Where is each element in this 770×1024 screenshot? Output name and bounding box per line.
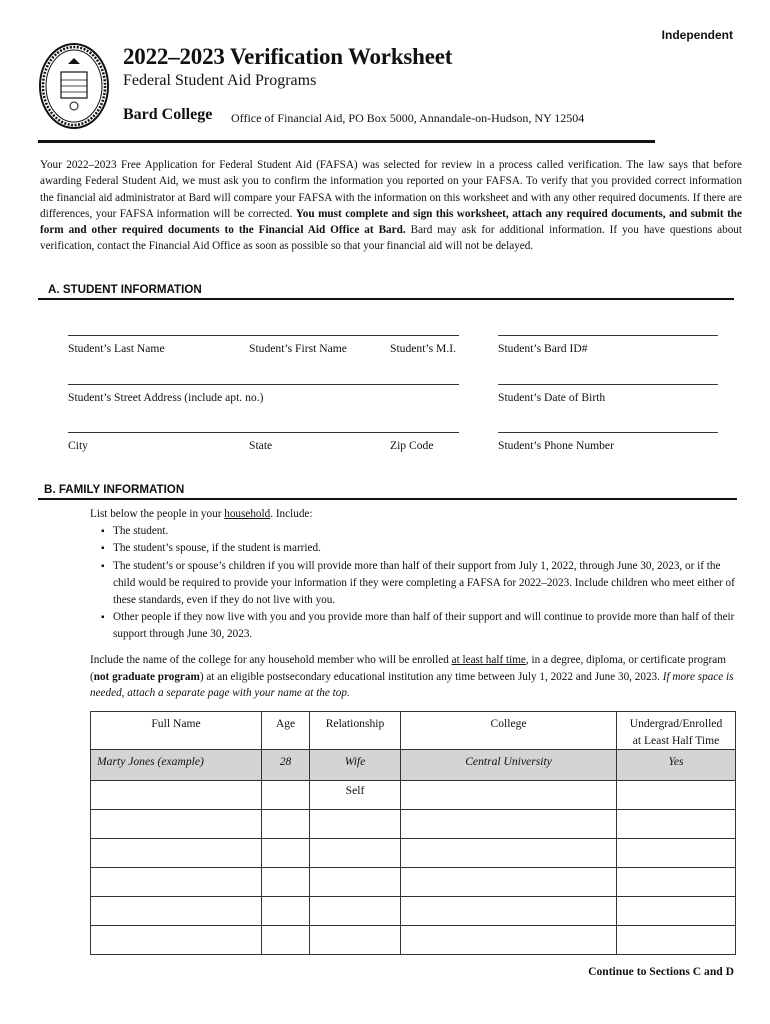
col-full-name: Full Name xyxy=(91,712,262,750)
cell-age[interactable] xyxy=(262,839,310,868)
office-address: Office of Financial Aid, PO Box 5000, Annandale-on-Hudson, NY 12504 xyxy=(231,111,585,125)
label-dob: Student’s Date of Birth xyxy=(498,391,606,404)
cell-age[interactable] xyxy=(262,810,310,839)
continue-note: Continue to Sections C and D xyxy=(588,965,734,978)
cell-college[interactable] xyxy=(401,781,617,810)
label-first-name: Student’s First Name xyxy=(249,342,347,355)
list-item: ▪ The student’s or spouse’s children if you will provide more than half of their support from July 1, 2022, through June 30, 2023, or if the child would be required to provide your information if they were completing a FAFSA for 2022–2023. Include children who meet either of these standards, even if they do not live with you. xyxy=(113,558,740,610)
example-age: 28 xyxy=(262,750,310,781)
intro-paragraph xyxy=(40,157,742,255)
intro-text-1: Your 2022–2023 Free Application for Federal Student Aid (FAFSA) was selected for review in a process called verification. The law says that before awarding Federal Student Aid, we must ask you to confirm the information you reported on your FAFSA. To verify that you provided correct information the financial aid administrator at Bard will compare your FAFSA with the information on this worksheet and with any other required documents. If there are differences, your FAFSA information will be corrected. xyxy=(40,159,742,220)
intro-text-2: Bard may ask for additional information. If you have questions about verification, contact the Financial Aid Office as soon as possible so that your financial aid will not be delayed. xyxy=(40,224,742,253)
section-a-divider xyxy=(38,298,734,300)
household-bullet-list xyxy=(90,523,740,643)
bard-id-input-line[interactable] xyxy=(498,335,718,336)
household-table xyxy=(90,711,736,955)
bard-college-seal-icon xyxy=(38,42,110,130)
dob-input-line[interactable] xyxy=(498,384,718,385)
cell-college[interactable] xyxy=(401,926,617,955)
household-intro xyxy=(90,506,740,523)
cell-enrolled[interactable] xyxy=(617,926,736,955)
table-header-row xyxy=(91,712,736,750)
table-row-example xyxy=(91,750,736,781)
cell-college[interactable] xyxy=(401,897,617,926)
page-subtitle: Federal Student Aid Programs xyxy=(123,72,317,89)
cell-age[interactable] xyxy=(262,926,310,955)
street-input-line[interactable] xyxy=(68,384,459,385)
table-row xyxy=(91,926,736,955)
section-b-heading: B. FAMILY INFORMATION xyxy=(44,483,185,496)
label-street: Student’s Street Address (include apt. no.) xyxy=(68,391,264,404)
col-age: Age xyxy=(262,712,310,750)
college-instr-text-1: Include the name of the college for any household member who will be enrolled xyxy=(90,654,452,666)
label-phone: Student’s Phone Number xyxy=(498,439,614,452)
cell-enrolled[interactable] xyxy=(617,810,736,839)
cell-enrolled[interactable] xyxy=(617,781,736,810)
cell-enrolled[interactable] xyxy=(617,897,736,926)
cell-relationship[interactable] xyxy=(310,868,401,897)
cell-relationship[interactable] xyxy=(310,839,401,868)
cell-enrolled[interactable] xyxy=(617,839,736,868)
label-zip: Zip Code xyxy=(390,439,434,452)
list-item: ▪ The student’s spouse, if the student is married. xyxy=(113,540,740,557)
label-bard-id: Student’s Bard ID# xyxy=(498,342,588,355)
household-instructions xyxy=(90,506,740,644)
col-relationship: Relationship xyxy=(310,712,401,750)
cell-full-name[interactable] xyxy=(91,868,262,897)
cell-college[interactable] xyxy=(401,839,617,868)
page-title: 2022–2023 Verification Worksheet xyxy=(123,44,453,69)
name-input-line[interactable] xyxy=(68,335,459,336)
col-enrolled xyxy=(617,712,736,750)
cell-age[interactable] xyxy=(262,897,310,926)
intro-text-bold: You must complete and sign this worksheet, attach any required documents, and submit the form and other required documents to the Financial Aid Office at Bard. xyxy=(40,207,742,237)
city-state-zip-input-line[interactable] xyxy=(68,432,459,433)
cell-relationship[interactable] xyxy=(310,810,401,839)
example-enrolled: Yes xyxy=(617,750,736,781)
household-intro-text: List below the people in your xyxy=(90,508,225,520)
college-instr-text-2: , in a degree, diploma, or certificate program ( xyxy=(90,654,726,683)
example-college: Central University xyxy=(401,750,617,781)
list-item: ▪ Other people if they now live with you and you provide more than half of their support and will continue to provide more than half of their support through June 30, 2023. xyxy=(113,609,740,643)
list-item: ▪ The student. xyxy=(113,523,740,540)
cell-full-name[interactable] xyxy=(91,897,262,926)
cell-age[interactable] xyxy=(262,868,310,897)
phone-input-line[interactable] xyxy=(498,432,718,433)
cell-relationship-self: Self xyxy=(310,781,401,810)
cell-full-name[interactable] xyxy=(91,839,262,868)
college-instr-bold: not graduate program xyxy=(93,670,200,683)
household-intro-end: . Include: xyxy=(270,508,313,520)
example-relationship: Wife xyxy=(310,750,401,781)
col-enrolled-line1: Undergrad/Enrolled xyxy=(629,717,723,730)
college-instructions xyxy=(90,652,740,702)
cell-college[interactable] xyxy=(401,868,617,897)
section-a-heading: A. STUDENT INFORMATION xyxy=(48,283,202,296)
header-divider xyxy=(38,140,655,143)
label-mi: Student’s M.I. xyxy=(390,342,457,355)
college-instr-underlined: at least half time xyxy=(451,654,526,666)
cell-enrolled[interactable] xyxy=(617,868,736,897)
cell-full-name[interactable] xyxy=(91,781,262,810)
cell-relationship[interactable] xyxy=(310,897,401,926)
cell-relationship[interactable] xyxy=(310,926,401,955)
label-last-name: Student’s Last Name xyxy=(68,342,165,355)
cell-full-name[interactable] xyxy=(91,926,262,955)
college-instr-italic: If more space is needed, attach a separate page with your name at the top. xyxy=(90,670,734,700)
cell-age[interactable] xyxy=(262,781,310,810)
status-tag: Independent xyxy=(661,28,733,42)
table-row xyxy=(91,897,736,926)
section-b-divider xyxy=(38,498,737,500)
cell-full-name[interactable] xyxy=(91,810,262,839)
table-row xyxy=(91,781,736,810)
table-row xyxy=(91,839,736,868)
label-state: State xyxy=(249,439,273,452)
label-city: City xyxy=(68,439,88,452)
table-row xyxy=(91,868,736,897)
example-full-name: Marty Jones (example) xyxy=(91,750,262,781)
college-name: Bard College xyxy=(123,106,213,123)
household-term: household xyxy=(224,508,271,520)
col-college: College xyxy=(401,712,617,750)
table-row xyxy=(91,810,736,839)
cell-college[interactable] xyxy=(401,810,617,839)
col-enrolled-line2: at Least Half Time xyxy=(632,734,720,747)
college-instr-text-3: ) at an eligible postsecondary educational institution any time between July 1, 2022 and June 30, 2023. xyxy=(199,670,663,683)
